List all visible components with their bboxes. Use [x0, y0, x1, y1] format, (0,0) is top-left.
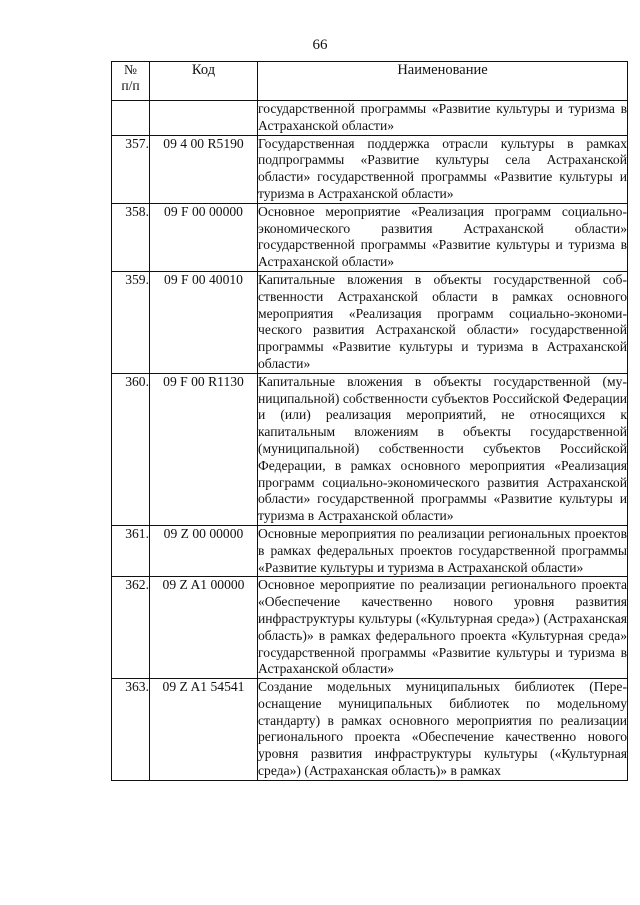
table-row-359 [112, 271, 628, 373]
table-row-363 [112, 679, 628, 781]
table-row-358 [112, 203, 628, 271]
row-number: 362. [112, 577, 150, 679]
row-code: 09 F 00 00000 [150, 203, 258, 271]
row-code [150, 101, 258, 136]
page-number: 66 [312, 37, 328, 53]
row-number: 357. [112, 135, 150, 203]
column-header-number-line1: № [124, 62, 137, 77]
budget-classification-table [111, 61, 628, 781]
row-code: 09 Z A1 00000 [150, 577, 258, 679]
row-code: 09 Z 00 00000 [150, 525, 258, 576]
row-name: Основное мероприятие по реализации регионального проекта «Обеспечение качественно нового уровня развития инфраструктуры культуры («Культурная среда») (Астраханская область)» в рамках федерального проекта «Культурная среда» государственной программы «Развитие культуры и туризма в Астраханской области» [258, 577, 628, 679]
table-row-361 [112, 525, 628, 576]
row-number: 363. [112, 679, 150, 781]
row-code: 09 4 00 R5190 [150, 135, 258, 203]
row-name: государственной программы «Развитие культуры и туризма в Астраханской области» [258, 101, 628, 136]
row-code: 09 F 00 R1130 [150, 373, 258, 525]
row-number: 359. [112, 271, 150, 373]
table-row-360 [112, 373, 628, 525]
row-number [112, 101, 150, 136]
row-code: 09 F 00 40010 [150, 271, 258, 373]
row-name: Основное мероприятие «Реализация программ социально-экономического развития Астраханской области» государственной программы «Развитие культуры и туризма в Астраханской области» [258, 203, 628, 271]
row-name: Капитальные вложения в объекты государственной (муниципальной) собственности субъектов Российской Федерации и (или) реализация мероприятий, не относящихся к капитальным вложениям в объекты государственной (муниципальной) собственности субъектов Российской Федерации, в рамках основного мероприятия «Реализация программ социально-экономического развития Астраханской области» государственной программы «Развитие культуры и туризма в Астраханской области» [258, 373, 628, 525]
column-header-number-line2: п/п [121, 78, 140, 93]
row-number: 360. [112, 373, 150, 525]
row-number: 361. [112, 525, 150, 576]
row-name: Основные мероприятия по реализации региональных проектов в рамках федеральных проектов государственной программы «Развитие культуры и туризма в Астраханской области» [258, 525, 628, 576]
row-code: 09 Z A1 54541 [150, 679, 258, 781]
row-name: Капитальные вложения в объекты государственной собственности Астраханской области в рамках основного мероприятия «Реализация программ социально-экономического развития Астраханской области» государственной программы «Развитие культуры и туризма в Астраханской области» [258, 271, 628, 373]
column-header-code: Код [150, 62, 258, 101]
row-name: Государственная поддержка отрасли культуры в рамках подпрограммы «Развитие культуры села Астраханской области» государственной программы «Развитие культуры и туризма в Астраханской области» [258, 135, 628, 203]
table-row-362 [112, 577, 628, 679]
row-number: 358. [112, 203, 150, 271]
table-header-row [112, 62, 628, 101]
column-header-number [112, 62, 150, 101]
row-name: Создание модельных муниципальных библиотек (Переоснащение муниципальных библиотек по модельному стандарту) в рамках основного мероприятия по реализации регионального проекта «Обеспечение качественно нового уровня развития инфраструктуры культуры («Культурная среда») (Астраханская область)» в рамках [258, 679, 628, 781]
table-row-continuation [112, 101, 628, 136]
table-row-357 [112, 135, 628, 203]
column-header-name: Наименование [258, 62, 628, 101]
